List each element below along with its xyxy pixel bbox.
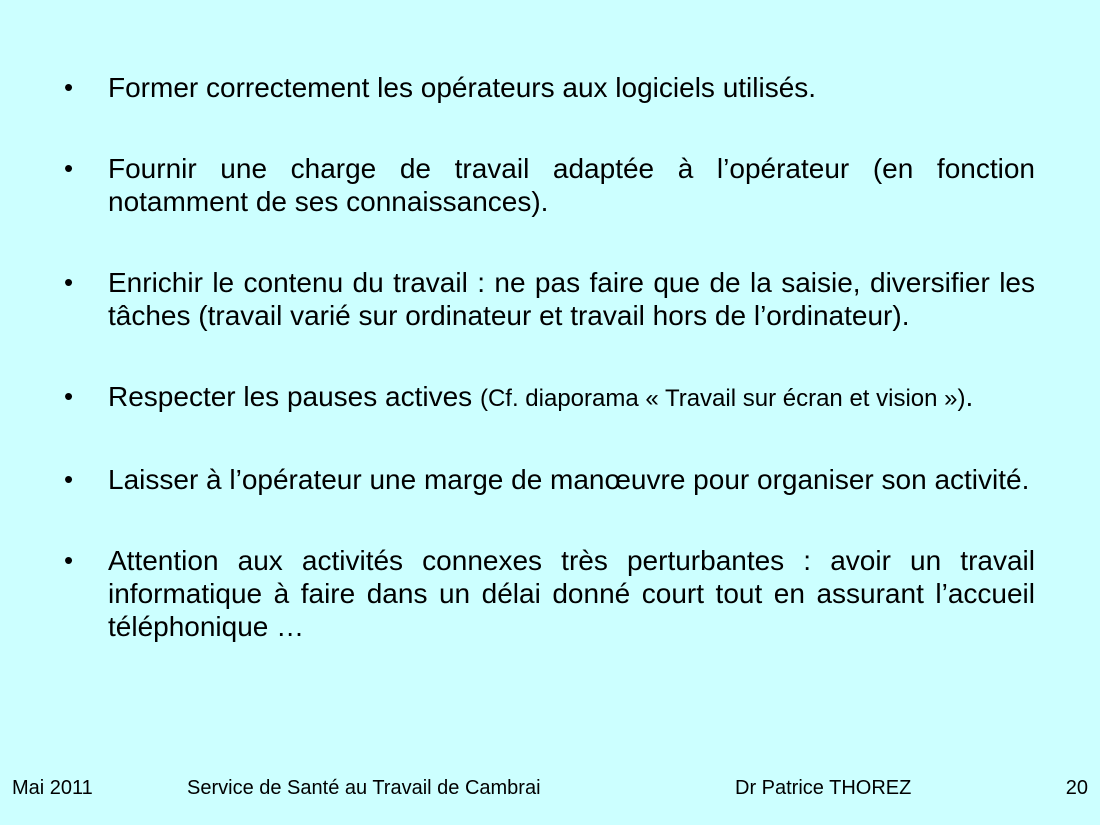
bullet-text: Respecter les pauses actives <box>108 381 480 412</box>
bullet-dot: • <box>64 381 74 411</box>
footer-page-number: 20 <box>1065 777 1088 799</box>
bullet-text: Fournir une charge de travail adaptée à l’opérateur (en fonction notamment de ses connaissances). <box>108 153 1035 217</box>
bullet-text: Former correctement les opérateurs aux logiciels utilisés. <box>108 72 817 103</box>
footer-service: Service de Santé au Travail de Cambrai <box>187 777 541 799</box>
bullet-dot: • <box>64 545 74 575</box>
bullet-dot: • <box>64 153 74 183</box>
bullet-text: Attention aux activités connexes très perturbantes : avoir un travail informatique à faire dans un délai donné court tout en assurant l’accueil téléphonique … <box>108 545 1035 642</box>
slide-footer <box>0 774 1100 802</box>
bullet-tail: . <box>965 381 974 412</box>
bullet-note: (Cf. diaporama « Travail sur écran et vision ») <box>479 385 966 412</box>
bullet-item <box>64 463 1035 496</box>
bullet-text: Laisser à l’opérateur une marge de manœuvre pour organiser son activité. <box>108 464 1030 495</box>
bullet-dot: • <box>64 267 74 297</box>
footer-date: Mai 2011 <box>12 777 93 799</box>
bullet-text: Enrichir le contenu du travail : ne pas faire que de la saisie, diversifier les tâches (travail varié sur ordinateur et travail hors de l’ordinateur). <box>108 267 1035 331</box>
footer-author: Dr Patrice THOREZ <box>735 777 912 799</box>
bullet-item <box>64 266 1035 332</box>
bullet-item <box>64 544 1035 643</box>
bullet-item <box>64 71 1035 104</box>
bullet-item <box>64 380 1035 415</box>
bullet-list <box>64 71 1035 691</box>
bullet-dot: • <box>64 464 74 494</box>
bullet-item <box>64 152 1035 218</box>
bullet-dot: • <box>64 72 74 102</box>
